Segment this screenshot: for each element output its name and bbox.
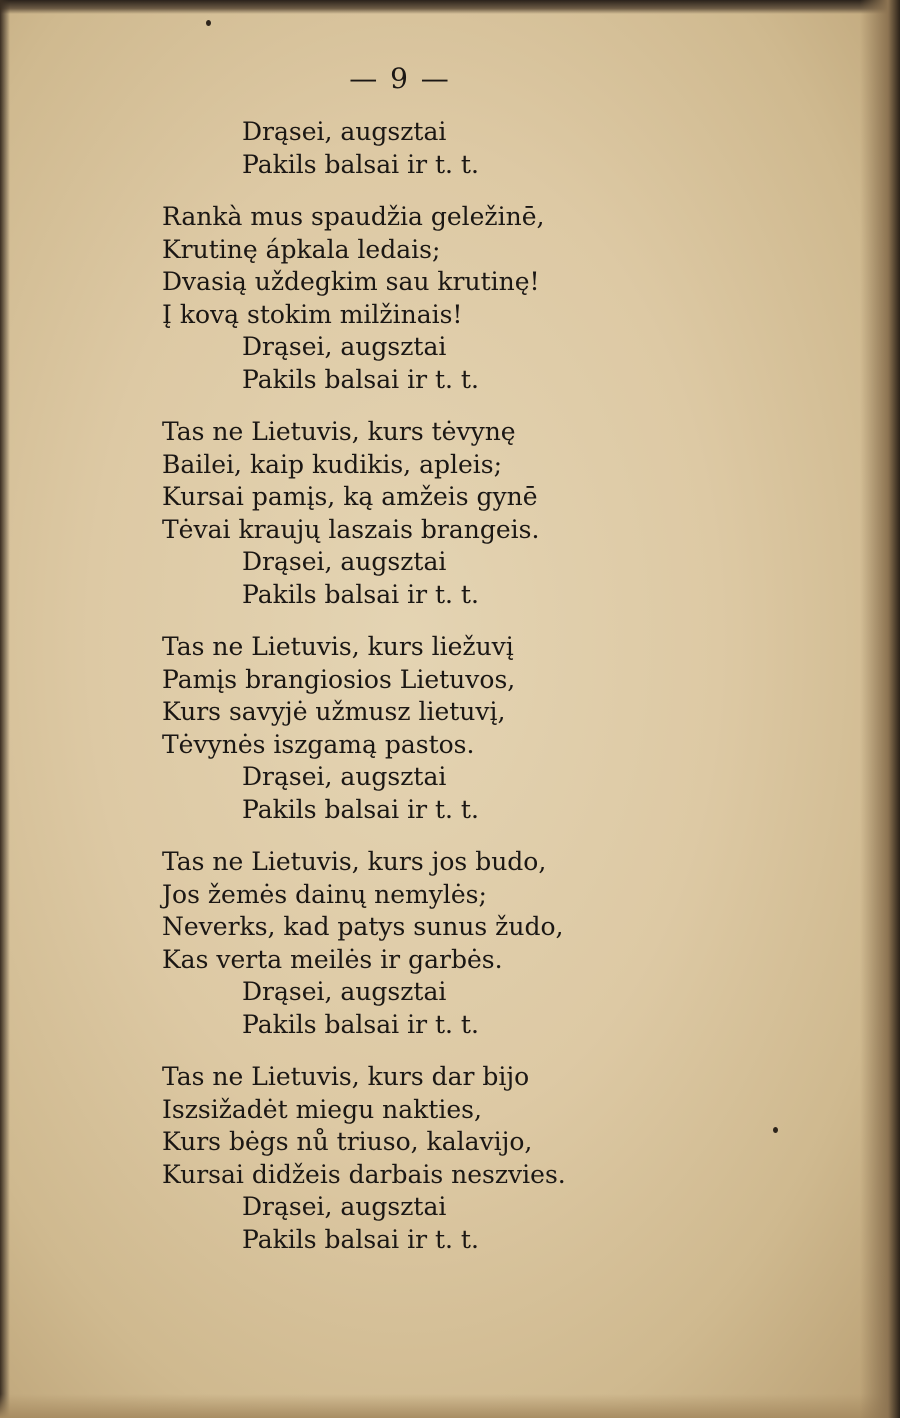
- stanza: [162, 1061, 782, 1256]
- stanza: [162, 116, 782, 181]
- verse-line: Kursai didžeis darbais neszvies.: [162, 1159, 566, 1189]
- stanza-gap: [162, 611, 782, 631]
- verse-line: Pamįs brangiosios Lietuvos,: [162, 664, 516, 694]
- refrain-line: Drąsei, augsztai: [242, 332, 447, 361]
- paper-speck: [773, 1127, 778, 1133]
- refrain-line: Pakils balsai ir t. t.: [242, 364, 479, 394]
- stanza: [162, 416, 782, 611]
- refrain-line: Pakils balsai ir t. t.: [242, 1224, 479, 1254]
- page-bottom-edge: [0, 1394, 900, 1418]
- stanza-gap: [162, 396, 782, 416]
- verse-line: Tėvynės iszgamą pastos.: [162, 729, 475, 759]
- refrain-line: Pakils balsai ir t. t.: [242, 579, 479, 609]
- verse-line: Rankà mus spaudžia geležinē,: [162, 202, 545, 231]
- refrain-line: Drąsei, augsztai: [242, 117, 447, 146]
- page-number: — 9 —: [349, 62, 451, 95]
- verse-line: Krutinę ápkala ledais;: [162, 234, 441, 264]
- refrain-line: Drąsei, augsztai: [242, 762, 447, 791]
- verse-line: Neverks, kad patys sunus žudo,: [162, 912, 564, 941]
- refrain-line: Drąsei, augsztai: [242, 1192, 447, 1221]
- verse-line: Kursai pamįs, ką amžeis gynē: [162, 482, 538, 511]
- refrain-line: Pakils balsai ir t. t.: [242, 1009, 479, 1039]
- stanza: [162, 846, 782, 1041]
- stanza-gap: [162, 826, 782, 846]
- poem-text: [162, 116, 782, 1256]
- refrain-line: Drąsei, augsztai: [242, 547, 447, 576]
- verse-line: Į kovą stokim milžinais!: [162, 299, 463, 329]
- verse-line: Bailei, kaip kudikis, apleis;: [162, 449, 503, 479]
- stanza: [162, 631, 782, 826]
- refrain-line: Pakils balsai ir t. t.: [242, 794, 479, 824]
- verse-line: Tas ne Lietuvis, kurs tėvynę: [162, 417, 516, 446]
- stanza-gap: [162, 181, 782, 201]
- verse-line: Iszsižadėt miegu nakties,: [162, 1094, 482, 1124]
- refrain-line: Drąsei, augsztai: [242, 977, 447, 1006]
- verse-line: Dvasią uždegkim sau krutinę!: [162, 267, 540, 296]
- verse-line: Tas ne Lietuvis, kurs dar bijo: [162, 1062, 530, 1091]
- verse-line: Jos žemės dainų nemylės;: [162, 879, 487, 909]
- verse-line: Tėvai kraujų laszais brangeis.: [162, 514, 540, 544]
- stanza: [162, 201, 782, 396]
- verse-line: Kurs bėgs nů triuso, kalavijo,: [162, 1127, 533, 1156]
- verse-line: Tas ne Lietuvis, kurs jos budo,: [162, 847, 547, 876]
- verse-line: Kas verta meilės ir garbės.: [162, 944, 503, 974]
- verse-line: Tas ne Lietuvis, kurs liežuvį: [162, 632, 514, 661]
- refrain-line: Pakils balsai ir t. t.: [242, 149, 479, 179]
- stanza-gap: [162, 1041, 782, 1061]
- page-left-edge: [0, 0, 10, 1418]
- paper-speck: [206, 20, 211, 26]
- verse-line: Kurs savyjė užmusz lietuvį,: [162, 697, 506, 726]
